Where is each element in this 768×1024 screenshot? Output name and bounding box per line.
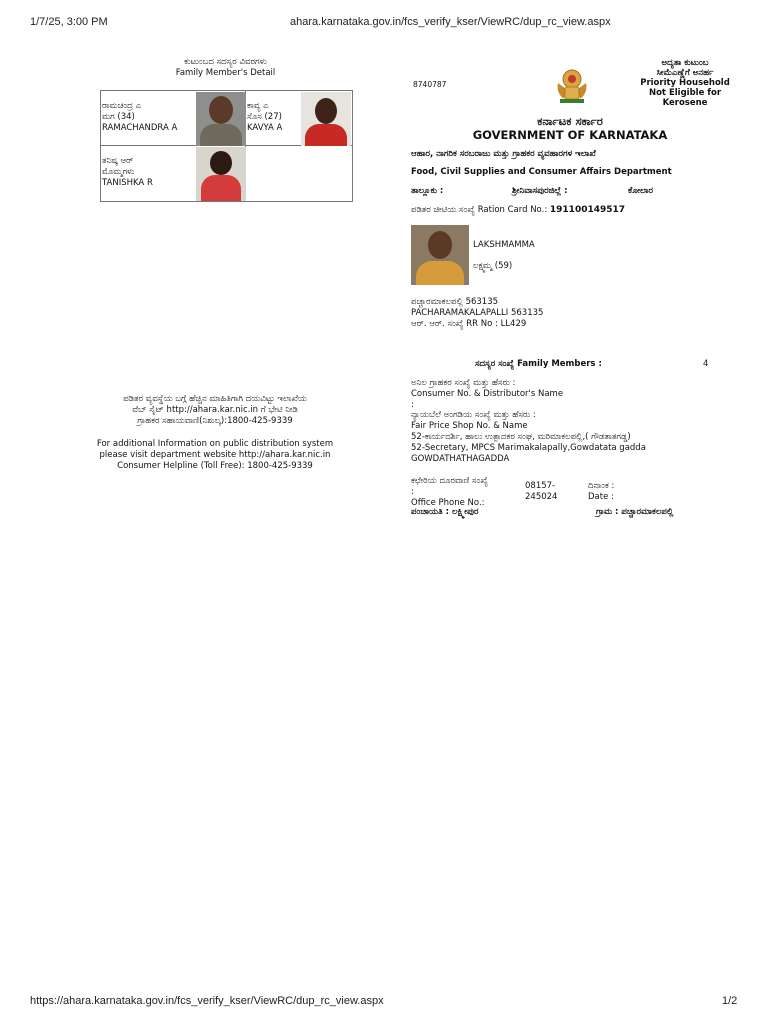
government-title bbox=[430, 114, 710, 142]
fps-value-en2: GOWDATHATHAGADDA bbox=[411, 454, 510, 464]
member-relation: ಮೊಮ್ಮಗಳು bbox=[102, 167, 135, 177]
category-kn: ಅದ್ಯತಾ ಕುಟುಂಬ bbox=[661, 58, 709, 68]
panchayat-label: ಪಂಚಾಯತಿ : ಲಕ್ಷ್ಮೀಪುರ bbox=[411, 507, 479, 517]
member-info bbox=[102, 101, 177, 134]
print-datetime: 1/7/25, 3:00 PM bbox=[30, 16, 108, 28]
member-photo bbox=[196, 92, 246, 146]
family-member-cell bbox=[246, 91, 352, 146]
category-en: Not Eligible for bbox=[648, 88, 722, 98]
head-name-en: LAKSHMAMMA bbox=[473, 240, 535, 250]
info-english bbox=[80, 439, 350, 472]
rr-value: LL429 bbox=[500, 319, 527, 329]
member-photo bbox=[196, 147, 246, 201]
consumer-colon: : bbox=[411, 400, 414, 410]
member-photo bbox=[301, 92, 351, 146]
date-kn: ದಿನಾಂಕ : bbox=[588, 481, 615, 491]
info-en-line: Consumer Helpline (Toll Free): 1800-425-9339 bbox=[117, 461, 313, 471]
office-phone-kn: ಕಛೇರಿಯ ದೂರವಾಣಿ ಸಂಖ್ಯೆ bbox=[411, 476, 489, 486]
family-member-cell-empty bbox=[246, 146, 352, 201]
family-detail-title bbox=[100, 57, 351, 79]
government-title-en: GOVERNMENT OF KARNATAKA bbox=[472, 128, 668, 142]
member-name-en: KAVYA A bbox=[247, 123, 283, 133]
taluk-label: ತಾಲ್ಲೂಕು : bbox=[411, 186, 444, 196]
office-phone-value-1: 08157- bbox=[525, 481, 556, 491]
address-en: PACHARAMAKALAPALLI 563135 bbox=[411, 308, 544, 318]
department-kn: ಆಹಾರ, ನಾಗರಿಕ ಸರಬರಾಜು ಮತ್ತು ಗ್ರಾಹಕರ ವ್ಯವಹಾರಗಳ ಇಲಾಖೆ bbox=[411, 149, 596, 159]
card-category bbox=[620, 58, 750, 108]
consumer-block bbox=[411, 378, 563, 411]
info-kn-line: ವೆಬ್ ಸೈಟ್ http://ahara.kar.nic.in ಗೆ ಭೇಟಿ ನೀಡಿ bbox=[132, 405, 298, 415]
info-kannada bbox=[80, 394, 350, 427]
info-en-line: For additional Information on public distribution system bbox=[96, 439, 334, 449]
office-phone-en: Office Phone No.: bbox=[411, 498, 485, 508]
office-phone-colon: : bbox=[411, 487, 414, 497]
card-code: 8740787 bbox=[413, 80, 447, 89]
category-kn: ಸೀಮೆಎಣ್ಣೆಗೆ ಅನರ್ಹ bbox=[656, 68, 714, 78]
member-name-kn: ಕಾವ್ಯ ಎ bbox=[247, 101, 269, 111]
village-label: ಗ್ರಾಮ : ಪಚ್ಚಾರಮಾಕಲಪಲ್ಲಿ bbox=[596, 507, 674, 517]
member-info bbox=[247, 101, 282, 134]
member-name-kn: ರಾಮಚಂದ್ರ ಎ bbox=[102, 101, 142, 111]
date-label bbox=[588, 481, 614, 503]
fps-value-kn: 52-ಕಾರ್ಯದರ್ಶಿ, ಹಾಲು ಉತ್ಪಾದಕರ ಸಂಘ, ಮರಿಮಾಕಲಪಲ್ಲಿ,( ಗೌಡತಾತಗಡ್ಡ) bbox=[411, 432, 631, 442]
consumer-label-en: Consumer No. & Distributor's Name bbox=[411, 389, 564, 399]
family-members-count: 4 bbox=[703, 359, 709, 369]
fps-value-en: 52-Secretary, MPCS Marimakalapally,Gowdatata gadda bbox=[411, 443, 646, 453]
member-name-en: RAMACHANDRA A bbox=[102, 123, 178, 133]
info-en-line: please visit department website http://ahara.kar.nic.in bbox=[99, 450, 331, 460]
member-info bbox=[102, 156, 153, 189]
family-detail-title-kn: ಕುಟುಂಬದ ಸದಸ್ಯರ ವಿವರಗಳು bbox=[184, 57, 267, 67]
head-of-family-photo bbox=[411, 225, 469, 285]
footer-page-number: 1/2 bbox=[722, 995, 738, 1007]
ration-card-number: 191100149517 bbox=[549, 205, 626, 215]
fps-label-kn: ನ್ಯಾಯಬೆಲೆ ಅಂಗಡಿಯ ಸಂಖ್ಯೆ ಮತ್ತು ಹೆಸರು : bbox=[411, 410, 536, 420]
rr-label: ಆರ್. ಆರ್. ಸಂಖ್ಯೆ RR No : bbox=[411, 319, 498, 329]
footer-url: https://ahara.karnataka.gov.in/fcs_verify_kser/ViewRC/dup_rc_view.aspx bbox=[30, 995, 384, 1007]
office-phone-label bbox=[411, 476, 488, 509]
member-name-kn: ತನಿಷ್ಕ ಆರ್ bbox=[102, 156, 134, 166]
address-kn: ಪಚ್ಚಾರಮಾಕಲಪಲ್ಲಿ 563135 bbox=[411, 297, 499, 307]
office-phone-value bbox=[525, 481, 557, 503]
print-url: ahara.karnataka.gov.in/fcs_verify_kser/ViewRC/dup_rc_view.aspx bbox=[290, 16, 611, 28]
member-relation: ಮಗ (34) bbox=[102, 112, 135, 122]
ration-card-label: ಪಡಿತರ ಚೀಟಿಯ ಸಂಖ್ಯೆ Ration Card No.: bbox=[411, 205, 548, 215]
category-en: Priority Household bbox=[640, 78, 730, 88]
family-member-cell bbox=[101, 91, 246, 146]
office-phone-value-2: 245024 bbox=[525, 492, 558, 502]
head-name-kn: ಲಕ್ಷ್ಮಮ್ಮ (59) bbox=[473, 261, 513, 271]
date-en: Date : bbox=[588, 492, 614, 502]
karnataka-emblem-icon bbox=[552, 65, 592, 105]
department-en: Food, Civil Supplies and Consumer Affairs Department bbox=[411, 167, 672, 177]
address-block bbox=[411, 297, 543, 330]
government-title-kn: ಕರ್ನಾಟಕ ಸರ್ಕಾರ bbox=[537, 114, 603, 128]
district-value: ಕೋಲಾರ bbox=[628, 186, 654, 196]
fair-price-shop-block bbox=[411, 410, 646, 465]
fps-label-en: Fair Price Shop No. & Name bbox=[411, 421, 528, 431]
ration-card-row bbox=[411, 205, 625, 216]
category-en: Kerosene bbox=[662, 98, 708, 108]
consumer-label-kn: ಅನಿಲ ಗ್ರಾಹಕರ ಸಂಖ್ಯೆ ಮತ್ತು ಹೆಸರು : bbox=[411, 378, 516, 388]
member-name-en: TANISHKA R bbox=[102, 178, 153, 188]
rr-number bbox=[411, 319, 543, 330]
member-relation: ಸೊಸ (27) bbox=[247, 112, 282, 122]
family-members-label: ಸದಸ್ಯರ ಸಂಖ್ಯೆ Family Members : bbox=[475, 359, 602, 369]
taluk-value: ಶ್ರೀನಿವಾಸಪುರಜಿಲ್ಲೆ : bbox=[512, 186, 568, 196]
family-member-table bbox=[100, 90, 353, 202]
family-detail-title-en: Family Member's Detail bbox=[175, 68, 276, 78]
family-member-cell bbox=[101, 146, 246, 201]
info-kn-line: ಗ್ರಾಹಕರ ಸಹಾಯವಾಣಿ(ನಿಶುಲ್ಕ):1800-425-9339 bbox=[137, 416, 293, 426]
info-kn-line: ಪಡಿತರ ವ್ಯವಸ್ಥೆಯ ಬಗ್ಗೆ ಹೆಚ್ಚಿನ ಮಾಹಿತಿಗಾಗಿ ದಯವಿಟ್ಟು ಇಲಾಖೆಯ bbox=[123, 394, 307, 404]
